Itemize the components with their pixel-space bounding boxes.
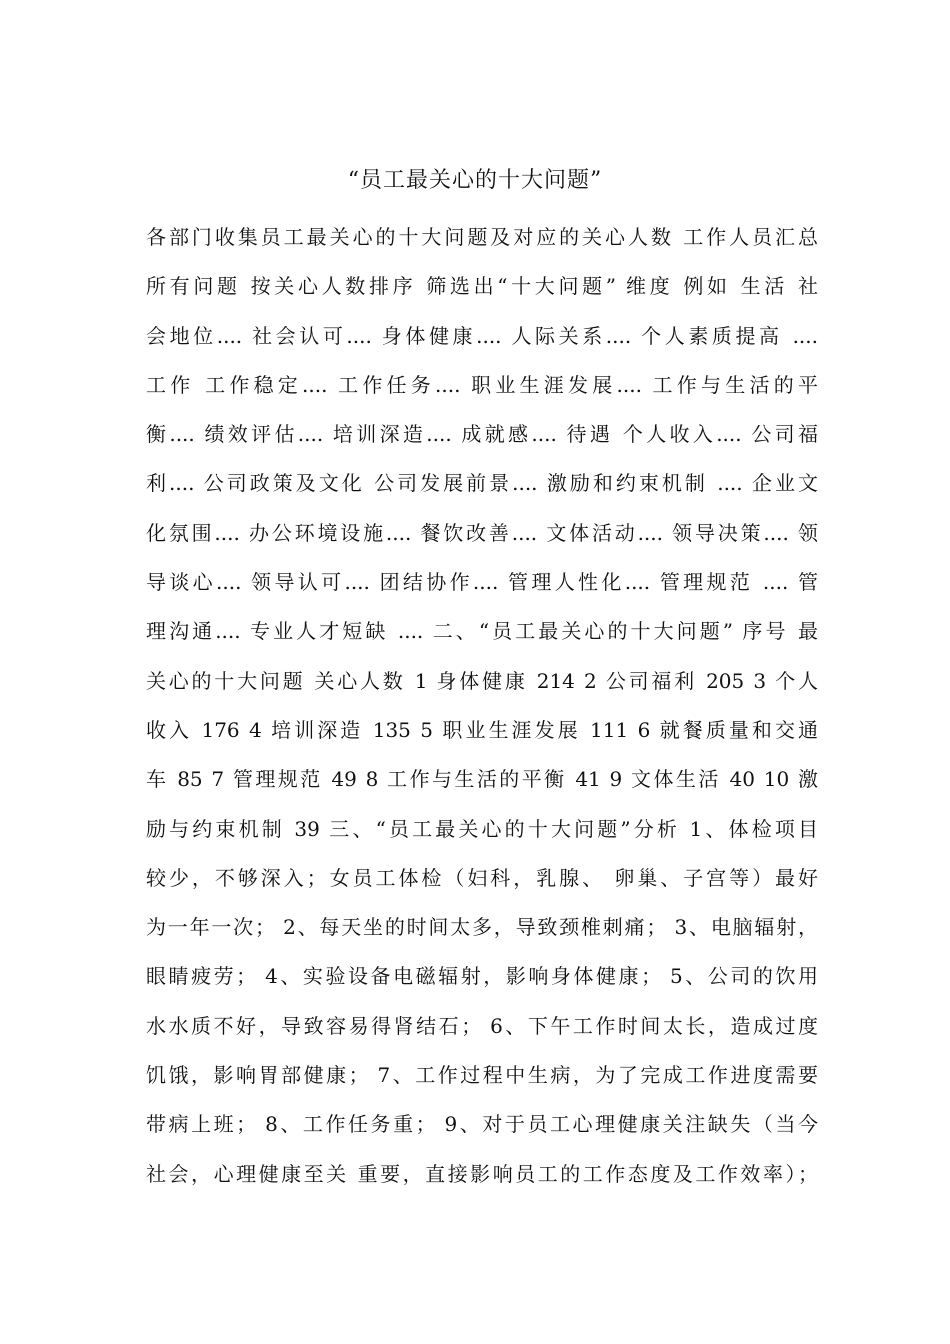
body-line: 会地位.... 社会认可.... 身体健康.... 人际关系.... 个人素质提高 ....: [146, 323, 818, 348]
document-title: “员工最关心的十大问题”: [347, 168, 603, 193]
body-line: 饥饿，影响胃部健康； 7、工作过程中生病，为了完成工作进度需要: [146, 1063, 818, 1088]
body-line: 带病上班； 8、工作任务重； 9、对于员工心理健康关注缺失（当今: [146, 1112, 818, 1137]
body-line: 理沟通.... 专业人才短缺 .... 二、“员工最关心的十大问题” 序号 最: [146, 619, 818, 644]
body-line: 水水质不好，导致容易得肾结石； 6、下午工作时间太长，造成过度: [146, 1013, 818, 1038]
body-line: 车 85 7 管理规范 49 8 工作与生活的平衡 41 9 文体生活 40 10 激: [146, 767, 818, 792]
document-body: [146, 216, 818, 1202]
body-line: 为一年一次； 2、每天坐的时间太多，导致颈椎刺痛； 3、电脑辐射，: [146, 915, 818, 940]
body-line: 收入 176 4 培训深造 135 5 职业生涯发展 111 6 就餐质量和交通: [146, 717, 818, 742]
body-line: 各部门收集员工最关心的十大问题及对应的关心人数 工作人员汇总: [146, 225, 818, 249]
body-line: 较少，不够深入；女员工体检（妇科，乳腺、 卵巢、子宫等）最好: [146, 865, 818, 890]
body-line: 社会，心理健康至关 重要，直接影响员工的工作态度及工作效率）；: [146, 1161, 818, 1186]
body-line: 励与约束机制 39 三、“员工最关心的十大问题”分析 1、体检项目: [146, 816, 818, 841]
body-line: 导谈心.... 领导认可.... 团结协作.... 管理人性化.... 管理规范 .... 管: [146, 570, 818, 595]
body-line: 化氛围.... 办公环境设施.... 餐饮改善.... 文体活动.... 领导决策.... 领: [146, 520, 818, 545]
body-line: 利.... 公司政策及文化 公司发展前景.... 激励和约束机制 .... 企业文: [146, 471, 818, 496]
body-line: 工作 工作稳定.... 工作任务.... 职业生涯发展.... 工作与生活的平: [146, 372, 818, 397]
body-line: 眼睛疲劳； 4、实验设备电磁辐射，影响身体健康； 5、公司的饮用: [146, 964, 818, 989]
body-line: 衡.... 绩效评估.... 培训深造.... 成就感.... 待遇 个人收入.... 公司福: [146, 422, 818, 447]
body-line: 所有问题 按关心人数排序 筛选出“十大问题” 维度 例如 生活 社: [146, 274, 818, 299]
body-line: 关心的十大问题 关心人数 1 身体健康 214 2 公司福利 205 3 个人: [146, 668, 818, 693]
